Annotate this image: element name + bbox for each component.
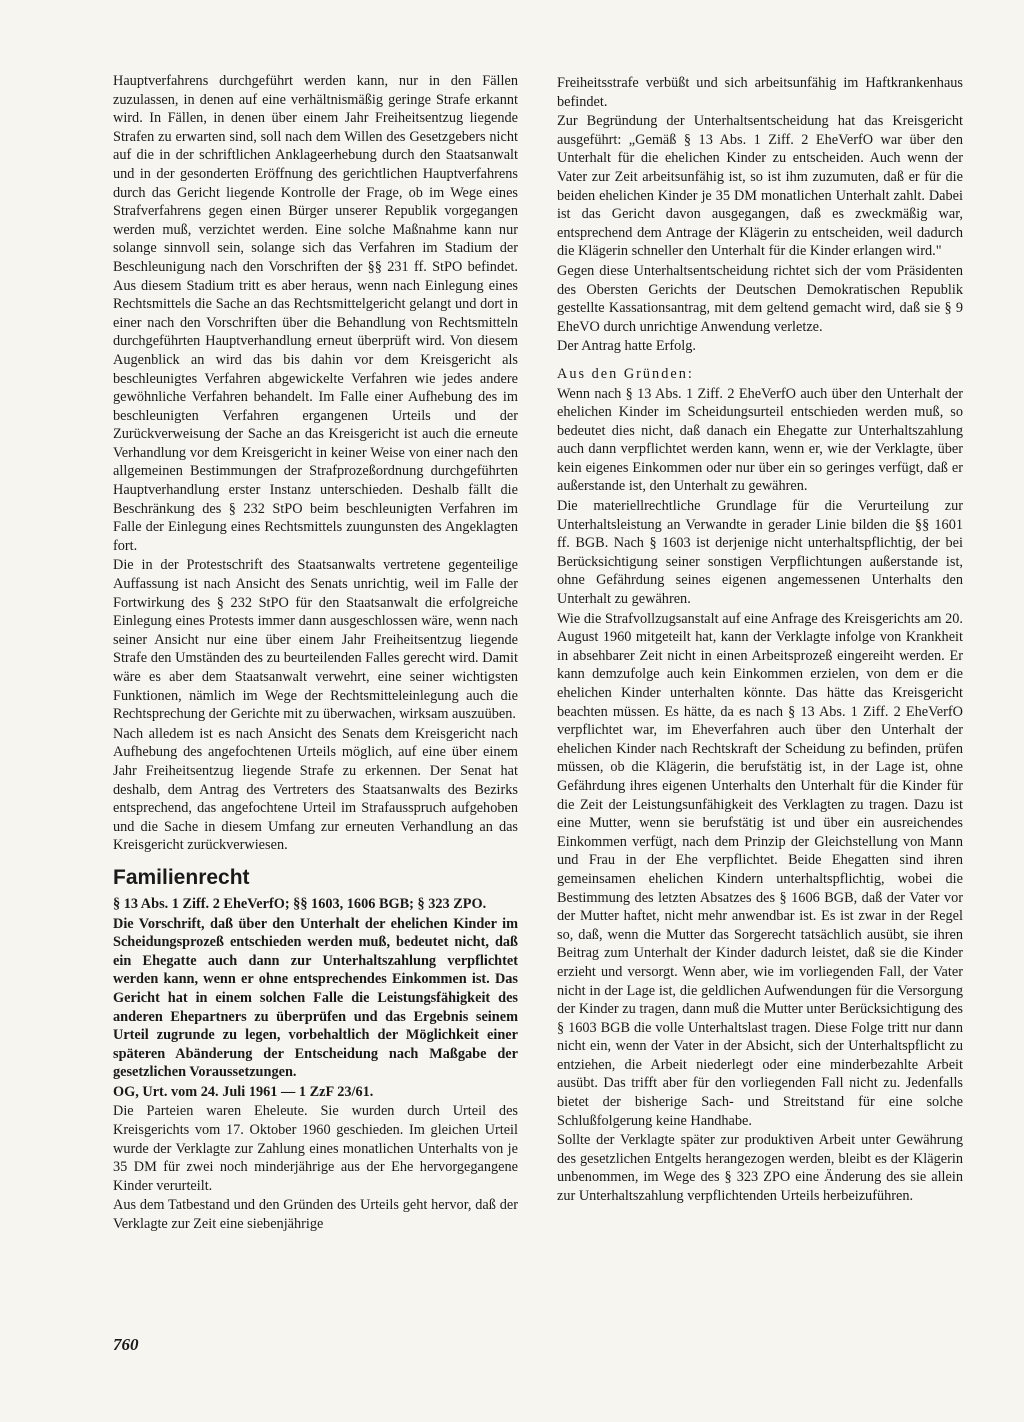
section-heading: Familienrecht <box>113 865 250 889</box>
headnote: Die Vorschrift, daß über den Unterhalt der ehelichen Kinder im Scheidungsprozeß entschieden werden muß, bedeutet nicht, daß ein Ehegatte auch dann zur Unterhaltszahlung verpflichtet werden kann, wenn er ohne entsprechendes Einkommen ist. Das Gericht hat in einem solchen Falle die Leistungsfähigkeit des anderen Ehepartners zu überprüfen und das Ergebnis seinem Urteil zugrunde zu legen, vorbehaltlich der Möglichkeit einer späteren Abänderung der Entscheidung nach Maßgabe der gesetzlichen Voraussetzungen. <box>113 915 518 1081</box>
case-citation: OG, Urt. vom 24. Juli 1961 — 1 ZzF 23/61. <box>113 1083 374 1100</box>
paragraph: Die materiellrechtliche Grundlage für die Verurteilung zur Unterhaltsleistung an Verwandte in gerader Linie bilden die §§ 1601 ff. BGB. Nach § 1603 ist derjenige nicht unterhaltspflichtig, der bei Berücksichtigung seiner sonstigen Verpflichtungen außerstande ist, ohne Gefährdung seines eigenen angemessenen Unterhalts den Unterhalt zu gewähren. <box>557 498 963 608</box>
paragraph: Sollte der Verklagte später zur produktiven Arbeit unter Gewährung des gesetzlichen Entgelts herangezogen werden, bleibt es der Klägerin unbenommen, im Wege des § 323 ZPO eine Änderung des sie allein zur Unterhaltszahlung verpflichtenden Urteils herbeizuführen. <box>557 1132 963 1205</box>
paragraph: Die Parteien waren Eheleute. Sie wurden durch Urteil des Kreisgerichts vom 17. Oktober 1960 geschieden. Im gleichen Urteil wurde der Verklagte zur Zahlung eines monatlichen Unterhalts von je 35 DM für zwei noch minderjährige aus der Ehe hervorgegangene Kinder verurteilt. <box>113 1103 518 1194</box>
paragraph: Freiheitsstrafe verbüßt und sich arbeitsunfähig im Haftkrankenhaus befindet. <box>557 75 963 110</box>
subheading: Aus den Gründen: <box>557 365 694 382</box>
page-number: 760 <box>113 1335 139 1354</box>
paragraph: Wie die Strafvollzugsanstalt auf eine Anfrage des Kreisgerichts am 20. August 1960 mitgeteilt hat, kann der Verklagte infolge von Krankheit in absehbarer Zeit nicht in einen Arbeitsprozeß eingereiht werden. Er kann demzufolge auch kein Einkommen erzielen, von dem er die ehelichen Kinder unterhalten könnte. Das hätte das Kreisgericht beachten müssen. Es hätte, da es nach § 13 Abs. 1 Ziff. 2 EheVerfO verpflichtet war, im Eheverfahren auch über den Unterhalt der ehelichen Kinder nach Rechtskraft der Scheidung zu befinden, prüfen müssen, ob die Klägerin, die berufstätig ist, in der Lage ist, ohne Gefährdung ihres eigenen Unterhalts den Unterhalt für die Kinder für die Zeit der Leistungsunfähigkeit des Verklagten zu tragen. Dazu ist eine Mutter, wenn sie berufstätig ist und über ein ausreichendes Einkommen verfügt, nach dem Prinzip der Gleichstellung von Mann und Frau in der Ehe verpflichtet. Beide Ehegatten sind ihren gemeinsamen ehelichen Kindern unterhaltspflichtig, wobei die Bestimmung des letzten Absatzes des § 1606 BGB, daß der Vater vor der Mutter haftet, nicht mehr anwendbar ist. Es ist zwar in der Regel so, daß, wenn die Mutter das Sorgerecht tatsächlich ausübt, sie ihren Beitrag zum Unterhalt der Kinder dadurch leistet, daß sie die Kinder erzieht und versorgt. Wenn aber, wie im vorliegenden Fall, der Vater nicht in der Lage ist, die geldlichen Aufwendungen für die Versorgung der Kinder zu tragen, dann muß die Mutter unter Berücksichtigung des § 1603 BGB die volle Unterhaltslast tragen. Diese Folge tritt nur dann nicht ein, wenn der Vater in der Absicht, sich der Unterhaltspflicht zu entziehen, die Arbeit niederlegt oder eine minderbezahlte Arbeit ausübt. Das trifft aber für den vorliegenden Fall nicht zu. Jedenfalls bietet der bisherige Sach- und Streitstand für eine solche Schlußfolgerung keine Handhabe. <box>557 610 963 1129</box>
left-column <box>113 72 518 1234</box>
paragraph: Die in der Protestschrift des Staatsanwalts vertretene gegenteilige Auffassung ist nach Ansicht des Senats unrichtig, weil im Falle der Fortwirkung des § 232 StPO für den Staatsanwalt die erfolgreiche Einlegung eines Protests immer dann ausgeschlossen wäre, wenn nach seiner Ansicht nur eine über einem Jahr Freiheitsentzug liegende Strafe den Umständen des zu beurteilenden Falles gerecht wird. Damit wäre es aber dem Staatsanwalt verwehrt, eine seiner wichtigsten Funktionen, nämlich im Wege der Rechtsmitteleinlegung auch die Rechtsprechung der Gerichte mit zu überwachen, wirksam auszuüben. <box>113 557 518 723</box>
statute-reference: § 13 Abs. 1 Ziff. 2 EheVerfO; §§ 1603, 1606 BGB; § 323 ZPO. <box>113 895 487 912</box>
paragraph: Zur Begründung der Unterhaltsentscheidung hat das Kreisgericht ausgeführt: „Gemäß § 13 Abs. 1 Ziff. 2 EheVerfO war über den Unterhalt für die ehelichen Kinder zu entscheiden. Auch wenn der Vater zur Zeit arbeitsunfähig ist, so ist ihm zuzumuten, daß er für die beiden ehelichen Kinder je 35 DM monatlichen Unterhalt zahlt. Dabei ist das Gericht davon ausgegangen, daß es zweckmäßig war, entsprechend dem Antrage der Klägerin zu entscheiden, weil dadurch die Klägerin schneller den Unterhalt für die Kinder erlangen wird." <box>557 113 963 260</box>
paragraph: Wenn nach § 13 Abs. 1 Ziff. 2 EheVerfO auch über den Unterhalt der ehelichen Kinder im Scheidungsurteil entschieden werden muß, so bedeutet dies nicht, daß danach ein Ehegatte zur Unterhaltszahlung auch dann verpflichtet werden kann, wenn er, wie der Verklagte, über kein eigenes Einkommen oder nur über ein so geringes verfügt, daß er außerstande ist, den Unterhalt zu gewähren. <box>557 385 963 495</box>
paragraph: Hauptverfahrens durchgeführt werden kann, nur in den Fällen zuzulassen, in denen auf eine verhältnismäßig geringe Strafe erkannt wird. In Fällen, in denen über einem Jahr Freiheitsentzug liegende Strafen zu erwarten sind, soll nach dem Willen des Gesetzgebers nicht auf die in der schriftlichen Anklageerhebung durch den Staatsanwalt und in der gesonderten Eröffnung des gerichtlichen Hauptverfahrens durch das Gericht liegende Kontrolle der Frage, ob im Wege eines Strafverfahrens gegen einen Bürger unserer Republik vorgegangen werden muß, verzichtet werden. Eine solche Maßnahme kann nur solange sinnvoll sein, solange sich das Verfahren im Stadium der Beschleunigung nach den Vorschriften der §§ 231 ff. StPO befindet. Aus diesem Stadium tritt es aber heraus, wenn nach Einlegung eines Rechtsmittels die Sache an das Rechtsmittelgericht gelangt und dort in einer nach den Vorschriften über die Behandlung von Rechtsmitteln durchgeführten Hauptverhandlung erneut überprüft wird. Von diesem Augenblick an wird das bis dahin vor dem Kreisgericht als beschleunigtes Verfahren abgewickelte Verfahren wie jedes andere gewöhnliche Verfahren behandelt. Im Falle einer Aufhebung des im beschleunigten Verfahren ergangenen Urteils und der Zurückverweisung der Sache an das Kreisgericht ist auch die erneute Verhandlung vor dem Kreisgericht in keiner Weise von einer nach den allgemeinen Bestimmungen der Strafprozeßordnung durchgeführten Hauptverhandlung erster Instanz unterschieden. Deshalb fällt die Beschränkung des § 232 StPO beim beschleunigten Verfahren im Falle der Einlegung eines Rechtsmittels zuungunsten des Angeklagten fort. <box>113 73 518 554</box>
paragraph: Der Antrag hatte Erfolg. <box>557 338 696 355</box>
paragraph: Gegen diese Unterhaltsentscheidung richtet sich der vom Präsidenten des Obersten Gerichts der Deutschen Demokratischen Republik gestellte Kassationsantrag, mit dem geltend gemacht wird, daß sie § 9 EheVO durch unrichtige Anwendung verletze. <box>557 262 963 335</box>
paragraph: Nach alledem ist es nach Ansicht des Senats dem Kreisgericht nach Aufhebung des angefochtenen Urteils möglich, auf eine über einem Jahr Freiheitsentzug liegende Strafe zu erkennen. Der Senat hat deshalb, dem Antrag des Vertreters des Staatsanwalts des Bezirks entsprechend, das angefochtene Urteil im Strafausspruch aufgehoben und die Sache in diesem Umfang zur erneuten Verhandlung an das Kreisgericht zurückverwiesen. <box>113 725 518 854</box>
right-column <box>557 74 963 1206</box>
paragraph: Aus dem Tatbestand und den Gründen des Urteils geht hervor, daß der Verklagte zur Zeit eine siebenjährige <box>113 1197 518 1233</box>
